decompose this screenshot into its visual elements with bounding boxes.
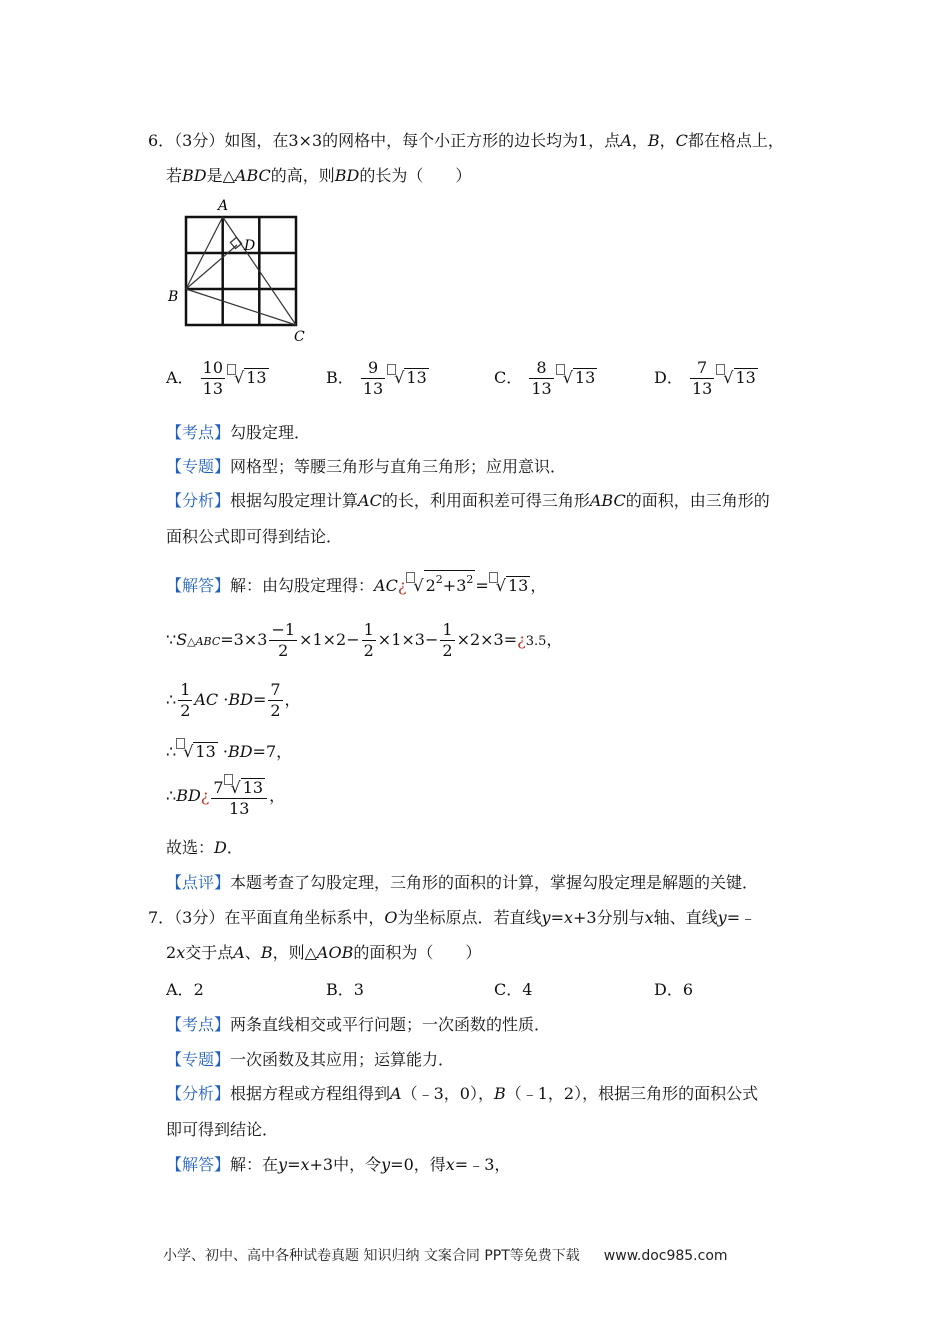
triangle-lines bbox=[186, 217, 296, 325]
q7-option-d[interactable]: D．6 bbox=[654, 980, 694, 999]
q6-jieda-step5: ∴BD¿ $\frac{7 √ 13}{13}$ ， bbox=[166, 774, 285, 819]
q6-jieda-step1: 【解答】解：由勾股定理得：AC¿ √ $2^2+3^2$ = √ 13 ， bbox=[166, 570, 546, 596]
missing-glyph-icon bbox=[227, 364, 236, 375]
missing-glyph-icon bbox=[406, 572, 415, 583]
q7-option-c[interactable]: C．4 bbox=[494, 980, 533, 999]
q7-kaodian: 【考点】两条直线相交或平行问题；一次函数的性质． bbox=[166, 1015, 551, 1034]
q6-jieda-step4: ∴ √ 13 ·BD=7， bbox=[166, 738, 292, 762]
q6-line2: 若BD是△ABC的高，则BD的长为（ ） bbox=[166, 166, 472, 185]
missing-glyph-icon bbox=[224, 774, 233, 785]
q7-jieda: 【解答】解：在y=x+3中，令y=0，得x=﹣3， bbox=[166, 1155, 511, 1174]
fraction: $\frac{7}{13}$ bbox=[691, 358, 713, 398]
q6-option-d[interactable]: D． $\frac{7}{13}$ √ 13 bbox=[654, 358, 756, 398]
q6-option-b[interactable]: B． $\frac{9}{13}$ √ 13 bbox=[326, 358, 427, 398]
fraction: $\frac{9}{13}$ bbox=[362, 358, 384, 398]
q7-fenxi: 【分析】根据方程或方程组得到A（﹣3，0），B（﹣1，2），根据三角形的面积公式 bbox=[166, 1084, 759, 1103]
q7-option-b[interactable]: B．3 bbox=[326, 980, 364, 999]
missing-glyph-icon bbox=[176, 738, 185, 749]
missing-glyph-icon bbox=[387, 364, 396, 375]
q7-fenxi-line2: 即可得到结论． bbox=[166, 1120, 279, 1139]
q6-jieda-step2: ∵S△ABC=3×3 $\frac{-1}{2}$ ×1×2− $\frac{1}{2}$ ×1×3− $\frac{1}{2}$ ×2×3=¿3.5， bbox=[166, 620, 563, 660]
q7-line1: 7．（3分）在平面直角坐标系中，O为坐标原点．若直线y=x+3分别与x轴、直线y=﹣ bbox=[148, 908, 757, 927]
q6-zhuanti: 【专题】网格型；等腰三角形与直角三角形；应用意识． bbox=[166, 457, 567, 476]
footer-site-link[interactable]: www.doc985.com bbox=[603, 1248, 728, 1264]
q6-kaodian: 【考点】勾股定理． bbox=[166, 423, 311, 442]
q7-option-a[interactable]: A．2 bbox=[166, 980, 204, 999]
q6-option-a[interactable]: A． $\frac{10}{13}$ √ 13 bbox=[166, 358, 267, 398]
q6-choose: 故选：D． bbox=[166, 838, 243, 857]
label-B: B bbox=[168, 289, 179, 305]
q6-fenxi: 【分析】根据勾股定理计算AC的长，利用面积差可得三角形ABC的面积，由三角形的 bbox=[166, 491, 770, 510]
fraction: $\frac{10}{13}$ bbox=[202, 358, 224, 398]
footer: 小学、初中、高中各种试卷真题 知识归纳 文案合同 PPT等免费下载 www.doc985.com bbox=[163, 1248, 728, 1264]
label-D: D bbox=[244, 238, 256, 254]
q6-jieda-step3: ∴ $\frac{1}{2}$ AC ·BD= $\frac{7}{2}$ ， bbox=[166, 680, 301, 720]
grid-figure bbox=[160, 195, 320, 345]
label-A: A bbox=[218, 198, 229, 214]
missing-glyph-icon bbox=[489, 572, 498, 583]
grid-lines bbox=[186, 217, 296, 325]
q6-line1: 6．（3分）如图，在3×3的网格中，每个小正方形的边长均为1，点A，B，C都在格点上， bbox=[148, 131, 784, 150]
label-C: C bbox=[294, 329, 305, 345]
q6-dianping: 【点评】本题考查了勾股定理，三角形的面积的计算，掌握勾股定理是解题的关键． bbox=[166, 873, 759, 892]
q6-fenxi-line2: 面积公式即可得到结论． bbox=[166, 527, 343, 546]
missing-glyph-icon bbox=[556, 364, 565, 375]
fraction: $\frac{8}{13}$ bbox=[531, 358, 552, 398]
q6-option-c[interactable]: C． $\frac{8}{13}$ √ 13 bbox=[494, 358, 596, 398]
q7-line2: 2x交于点A、B，则△AOB的面积为（ ） bbox=[166, 943, 482, 962]
missing-glyph-icon bbox=[716, 364, 725, 375]
q7-zhuanti: 【专题】一次函数及其应用；运算能力． bbox=[166, 1050, 455, 1069]
